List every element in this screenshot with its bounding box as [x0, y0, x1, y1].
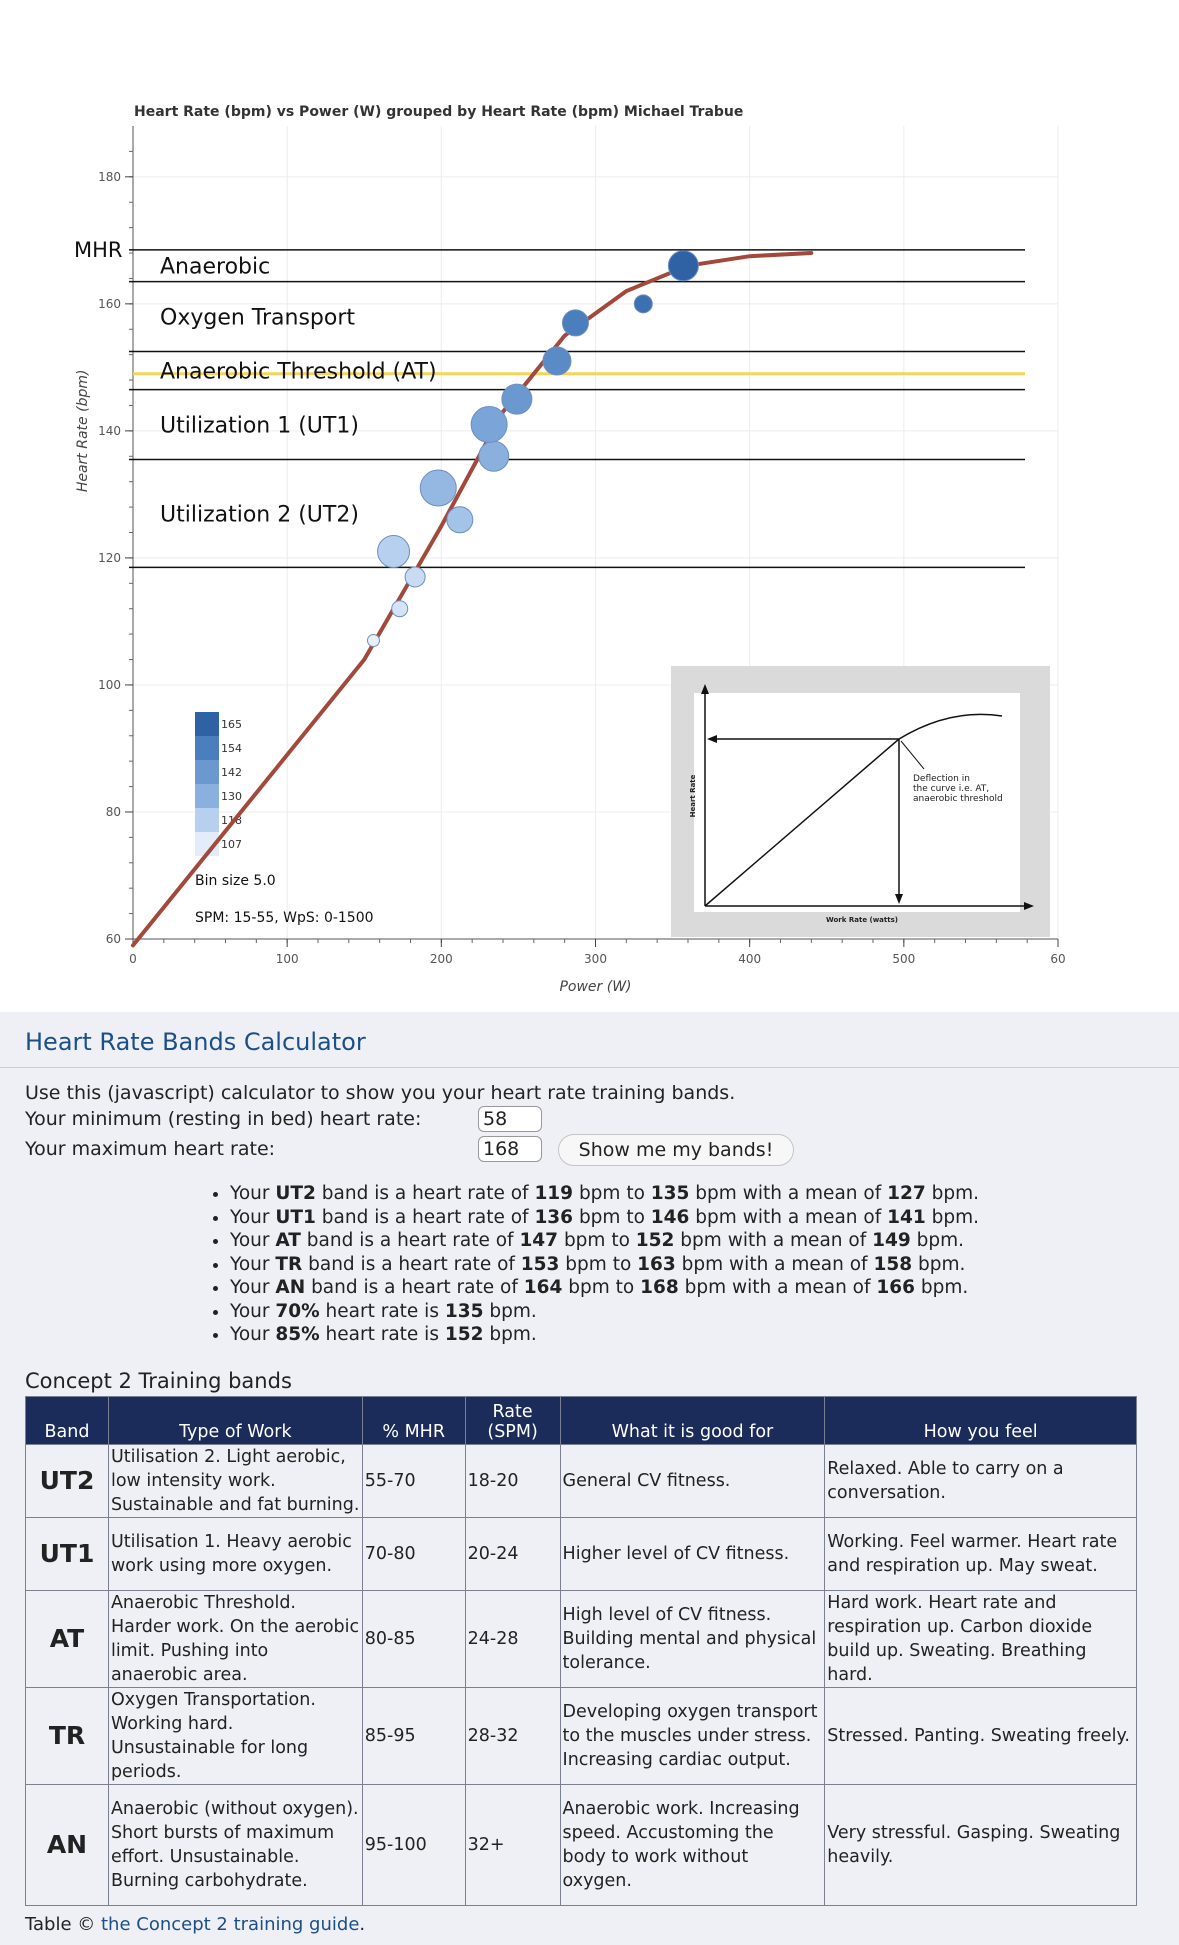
feel-cell: Stressed. Panting. Sweating freely. — [825, 1688, 1137, 1785]
max-hr-label: Your maximum heart rate: — [25, 1138, 276, 1160]
mhr-label: MHR — [74, 237, 123, 262]
y-tick-label: 120 — [98, 550, 121, 565]
work-cell: Utilisation 1. Heavy aerobic work using more oxygen. — [108, 1518, 362, 1591]
data-point — [392, 601, 408, 617]
y-tick-label: 180 — [98, 169, 121, 184]
col-header: How you feel — [825, 1397, 1137, 1445]
x-tick-label: 500 — [892, 952, 916, 966]
work-cell: Utilisation 2. Light aerobic, low intensity work. Sustainable and fat burning. — [108, 1445, 362, 1518]
col-header: What it is good for — [560, 1397, 825, 1445]
legend-swatch — [195, 784, 219, 808]
x-tick-label: 60 — [1050, 952, 1066, 966]
work-cell: Oxygen Transportation. Working hard. Unsustainable for long periods. — [108, 1688, 362, 1785]
data-point — [543, 347, 571, 375]
good-cell: General CV fitness. — [560, 1445, 825, 1518]
min-hr-input[interactable] — [478, 1106, 542, 1132]
y-tick-label: 80 — [105, 804, 121, 819]
divider — [0, 1067, 1179, 1068]
y-tick-label: 140 — [98, 423, 121, 438]
min-hr-label: Your minimum (resting in bed) heart rate: — [25, 1108, 422, 1130]
legend-value: 154 — [221, 742, 242, 755]
table-header-row — [26, 1397, 1137, 1445]
data-point — [378, 536, 410, 568]
band-cell: UT2 — [26, 1445, 109, 1518]
good-cell: High level of CV fitness. Building mental and physical tolerance. — [560, 1591, 825, 1688]
legend-value: 142 — [221, 766, 242, 779]
legend-value: 118 — [221, 814, 242, 827]
data-point — [447, 507, 473, 533]
table-row — [26, 1591, 1137, 1688]
feel-cell: Very stressful. Gasping. Sweating heavily. — [825, 1785, 1137, 1906]
legend-swatch — [195, 736, 219, 760]
legend-swatch — [195, 712, 219, 736]
table-footer: Table © the Concept 2 training guide. — [25, 1914, 366, 1935]
inset-y-label: Heart Rate — [689, 774, 697, 818]
filter-label: SPM: 15-55, WpS: 0-1500 — [195, 910, 374, 926]
band-cell: AT — [26, 1591, 109, 1688]
concept2-guide-link[interactable]: the Concept 2 training guide — [101, 1914, 360, 1935]
band-cell: AN — [26, 1785, 109, 1906]
max-hr-input[interactable] — [478, 1136, 542, 1162]
legend-value: 107 — [221, 838, 242, 851]
x-axis-label: Power (W) — [559, 979, 632, 995]
result-item: • Your 85% heart rate is 152 bpm. — [230, 1323, 979, 1347]
band-cell: UT1 — [26, 1518, 109, 1591]
col-header: Rate (SPM) — [465, 1397, 560, 1445]
concept2-title: Concept 2 Training bands — [25, 1369, 292, 1393]
data-point — [471, 407, 507, 443]
bin-size-label: Bin size 5.0 — [195, 873, 276, 889]
col-header: Band — [26, 1397, 109, 1445]
result-item: • Your AN band is a heart rate of 164 bpm to 168 bpm with a mean of 166 bpm. — [230, 1276, 979, 1300]
x-tick-label: 100 — [275, 952, 299, 966]
rate-cell: 28-32 — [465, 1688, 560, 1785]
data-point — [562, 310, 588, 336]
feel-cell: Relaxed. Able to carry on a conversation. — [825, 1445, 1137, 1518]
data-point — [502, 384, 532, 414]
result-item: • Your 70% heart rate is 135 bpm. — [230, 1300, 979, 1324]
table-row — [26, 1688, 1137, 1785]
data-point — [634, 295, 652, 313]
band-cell: TR — [26, 1688, 109, 1785]
calculator-intro: Use this (javascript) calculator to show you your heart rate training bands. — [25, 1082, 736, 1104]
good-cell: Higher level of CV fitness. — [560, 1518, 825, 1591]
inset-x-label: Work Rate (watts) — [826, 916, 898, 924]
band-label: Oxygen Transport — [160, 305, 356, 331]
data-point — [420, 470, 456, 506]
training-bands-table — [25, 1396, 1137, 1906]
mhr-cell: 70-80 — [362, 1518, 465, 1591]
table-row — [26, 1518, 1137, 1591]
work-cell: Anaerobic (without oxygen). Short bursts of maximum effort. Unsustainable. Burning carbohydrate. — [108, 1785, 362, 1906]
mhr-cell: 85-95 — [362, 1688, 465, 1785]
rate-cell: 20-24 — [465, 1518, 560, 1591]
legend-swatch — [195, 808, 219, 832]
y-tick-label: 160 — [98, 296, 121, 311]
data-point — [368, 634, 380, 646]
calculator-panel — [0, 1012, 1179, 1945]
col-header: % MHR — [362, 1397, 465, 1445]
band-label: Anaerobic Threshold (AT) — [160, 359, 437, 385]
band-label: Utilization 2 (UT2) — [160, 502, 359, 528]
feel-cell: Working. Feel warmer. Heart rate and respiration up. May sweat. — [825, 1518, 1137, 1591]
legend-swatch — [195, 760, 219, 784]
y-tick-label: 60 — [105, 932, 121, 946]
x-tick-label: 0 — [129, 952, 137, 966]
data-point — [479, 441, 509, 471]
rate-cell: 18-20 — [465, 1445, 560, 1518]
mhr-cell: 55-70 — [362, 1445, 465, 1518]
inset-annotation-line: anaerobic threshold — [913, 794, 1003, 804]
result-item: • Your UT1 band is a heart rate of 136 bpm to 146 bpm with a mean of 141 bpm. — [230, 1206, 979, 1230]
x-tick-label: 400 — [738, 952, 762, 966]
band-label: Utilization 1 (UT1) — [160, 413, 359, 439]
x-tick-label: 200 — [429, 952, 453, 966]
inset-annotation-line: the curve i.e. AT, — [913, 784, 990, 794]
data-point — [668, 251, 698, 281]
rate-cell: 32+ — [465, 1785, 560, 1906]
mhr-cell: 95-100 — [362, 1785, 465, 1906]
col-header: Type of Work — [108, 1397, 362, 1445]
result-item: • Your TR band is a heart rate of 153 bpm to 163 bpm with a mean of 158 bpm. — [230, 1253, 979, 1277]
good-cell: Anaerobic work. Increasing speed. Accustoming the body to work without oxygen. — [560, 1785, 825, 1906]
table-row — [26, 1785, 1137, 1906]
data-point — [405, 567, 425, 587]
work-cell: Anaerobic Threshold. Harder work. On the aerobic limit. Pushing into anaerobic area. — [108, 1591, 362, 1688]
rate-cell: 24-28 — [465, 1591, 560, 1688]
calculator-title: Heart Rate Bands Calculator — [25, 1028, 366, 1056]
good-cell: Developing oxygen transport to the muscles under stress. Increasing cardiac output. — [560, 1688, 825, 1785]
legend-value: 165 — [221, 718, 242, 731]
y-axis-label: Heart Rate (bpm) — [75, 369, 91, 493]
chart-title: Heart Rate (bpm) vs Power (W) grouped by Heart Rate (bpm) Michael Trabue — [134, 104, 744, 120]
table-row — [26, 1445, 1137, 1518]
x-tick-label: 300 — [584, 952, 607, 966]
result-item: • Your AT band is a heart rate of 147 bpm to 152 bpm with a mean of 149 bpm. — [230, 1229, 979, 1253]
result-item: • Your UT2 band is a heart rate of 119 bpm to 135 bpm with a mean of 127 bpm. — [230, 1182, 979, 1206]
show-bands-button[interactable]: Show me my bands! — [558, 1134, 794, 1166]
legend-value: 130 — [221, 790, 242, 803]
results-list — [210, 1182, 979, 1347]
inset-annotation-line: Deflection in — [913, 774, 970, 784]
feel-cell: Hard work. Heart rate and respiration up. Carbon dioxide build up. Sweating. Breathing hard. — [825, 1591, 1137, 1688]
mhr-cell: 80-85 — [362, 1591, 465, 1688]
band-label: Anaerobic — [160, 254, 271, 280]
y-tick-label: 100 — [98, 677, 121, 692]
